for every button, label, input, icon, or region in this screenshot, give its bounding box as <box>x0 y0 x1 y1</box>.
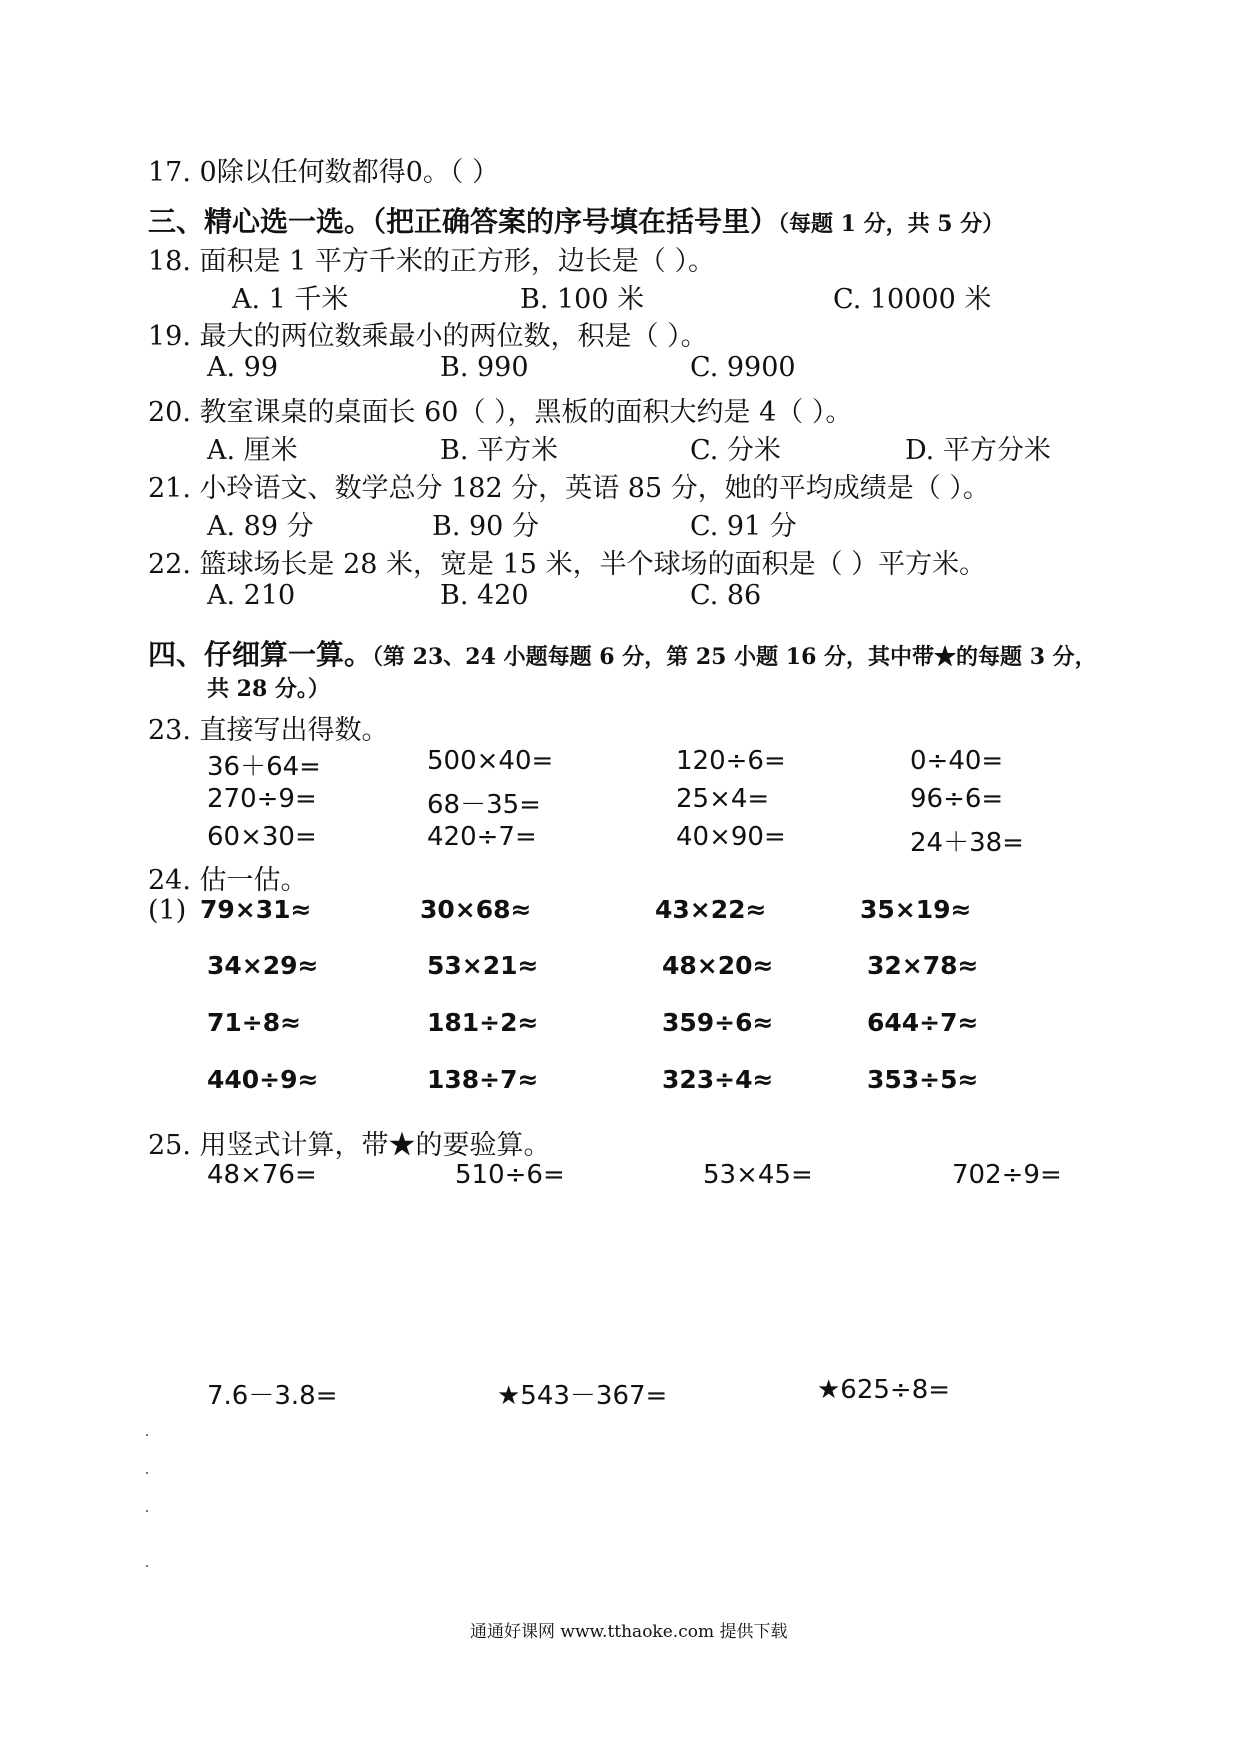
margin-dot <box>146 1472 148 1474</box>
q24-item: 323÷4≈ <box>662 1065 774 1094</box>
q24-item: 43×22≈ <box>655 895 767 924</box>
q23-item: 68－35= <box>427 790 541 820</box>
q25-item: 7.6－3.8= <box>207 1381 338 1411</box>
q23-item: 0÷40= <box>910 746 1004 776</box>
question-17: 17. 0除以任何数都得0。（ ） <box>148 157 499 188</box>
q24-item: 359÷6≈ <box>662 1008 774 1037</box>
q24-item: 34×29≈ <box>207 951 319 980</box>
q19-option-a: A. 99 <box>207 352 279 383</box>
question-24: 24. 估一估。 <box>148 865 308 896</box>
page-footer: 通通好课网 www.tthaoke.com 提供下载 <box>470 1622 788 1642</box>
q24-item: 53×21≈ <box>427 951 539 980</box>
q25-item: 702÷9= <box>952 1160 1062 1190</box>
q18-option-a: A. 1 千米 <box>232 284 349 315</box>
q24-part-label: (1) <box>148 895 187 926</box>
q24-item: 138÷7≈ <box>427 1065 539 1094</box>
q20-option-b: B. 平方米 <box>440 435 559 466</box>
q22-option-c: C. 86 <box>690 580 762 611</box>
section-3-note: （每题 1 分，共 5 分） <box>778 211 1005 237</box>
q24-item: 181÷2≈ <box>427 1008 539 1037</box>
question-21: 21. 小玲语文、数学总分 182 分，英语 85 分，她的平均成绩是（ ）。 <box>148 473 990 504</box>
q25-item: 48×76= <box>207 1160 317 1190</box>
q19-option-c: C. 9900 <box>690 352 796 383</box>
q21-option-b: B. 90 分 <box>432 511 539 542</box>
q20-option-d: D. 平方分米 <box>905 435 1051 466</box>
question-22: 22. 篮球场长是 28 米，宽是 15 米，半个球场的面积是（ ）平方米。 <box>148 549 987 580</box>
q23-item: 270÷9= <box>207 784 317 814</box>
q24-item: 71÷8≈ <box>207 1008 302 1037</box>
q19-option-b: B. 990 <box>440 352 529 383</box>
question-19: 19. 最大的两位数乘最小的两位数，积是（ ）。 <box>148 321 708 352</box>
q18-option-c: C. 10000 米 <box>833 284 992 315</box>
q24-item: 35×19≈ <box>860 895 972 924</box>
q23-item: 96÷6= <box>910 784 1004 814</box>
section-4-note-end: 共 28 分。） <box>207 676 330 702</box>
q25-item: ★543－367= <box>497 1381 668 1411</box>
q24-item: 48×20≈ <box>662 951 774 980</box>
q22-option-a: A. 210 <box>207 580 296 611</box>
question-23: 23. 直接写出得数。 <box>148 715 389 746</box>
q23-item: 25×4= <box>676 784 770 814</box>
q24-item: 440÷9≈ <box>207 1065 319 1094</box>
q24-item: 79×31≈ <box>200 895 312 924</box>
margin-dot <box>146 1434 148 1436</box>
q23-item: 120÷6= <box>676 746 786 776</box>
q25-item: 510÷6= <box>455 1160 565 1190</box>
margin-dot <box>146 1510 148 1512</box>
q24-item: 32×78≈ <box>867 951 979 980</box>
section-4-note-continued <box>207 670 330 703</box>
q25-item: ★625÷8= <box>817 1375 951 1405</box>
q22-option-b: B. 420 <box>440 580 529 611</box>
q23-item: 500×40= <box>427 746 554 776</box>
question-20: 20. 教室课桌的桌面长 60（ ），黑板的面积大约是 4（ ）。 <box>148 397 853 428</box>
q20-option-c: C. 分米 <box>690 435 781 466</box>
section-3-title: 三、精心选一选。（把正确答案的序号填在括号里） <box>148 205 779 238</box>
section-4-heading <box>148 633 1097 673</box>
q20-option-a: A. 厘米 <box>207 435 298 466</box>
section-3-heading <box>148 200 1004 240</box>
q23-item: 60×30= <box>207 822 317 852</box>
section-4-title: 四、仔细算一算。 <box>148 638 373 671</box>
q25-item: 53×45= <box>703 1160 813 1190</box>
q24-item: 644÷7≈ <box>867 1008 979 1037</box>
section-4-note: （第 23、24 小题每题 6 分，第 25 小题 16 分，其中带★的每题 3 分， <box>372 644 1097 670</box>
question-25: 25. 用竖式计算，带★的要验算。 <box>148 1130 551 1161</box>
q23-item: 36＋64= <box>207 752 321 782</box>
q21-option-c: C. 91 分 <box>690 511 797 542</box>
q18-option-b: B. 100 米 <box>520 284 645 315</box>
q21-option-a: A. 89 分 <box>207 511 314 542</box>
q23-item: 40×90= <box>676 822 786 852</box>
q23-item: 24＋38= <box>910 828 1024 858</box>
q24-item: 353÷5≈ <box>867 1065 979 1094</box>
margin-dot <box>146 1565 148 1567</box>
q23-item: 420÷7= <box>427 822 537 852</box>
q24-item: 30×68≈ <box>420 895 532 924</box>
question-18: 18. 面积是 1 平方千米的正方形，边长是（ ）。 <box>148 246 715 277</box>
